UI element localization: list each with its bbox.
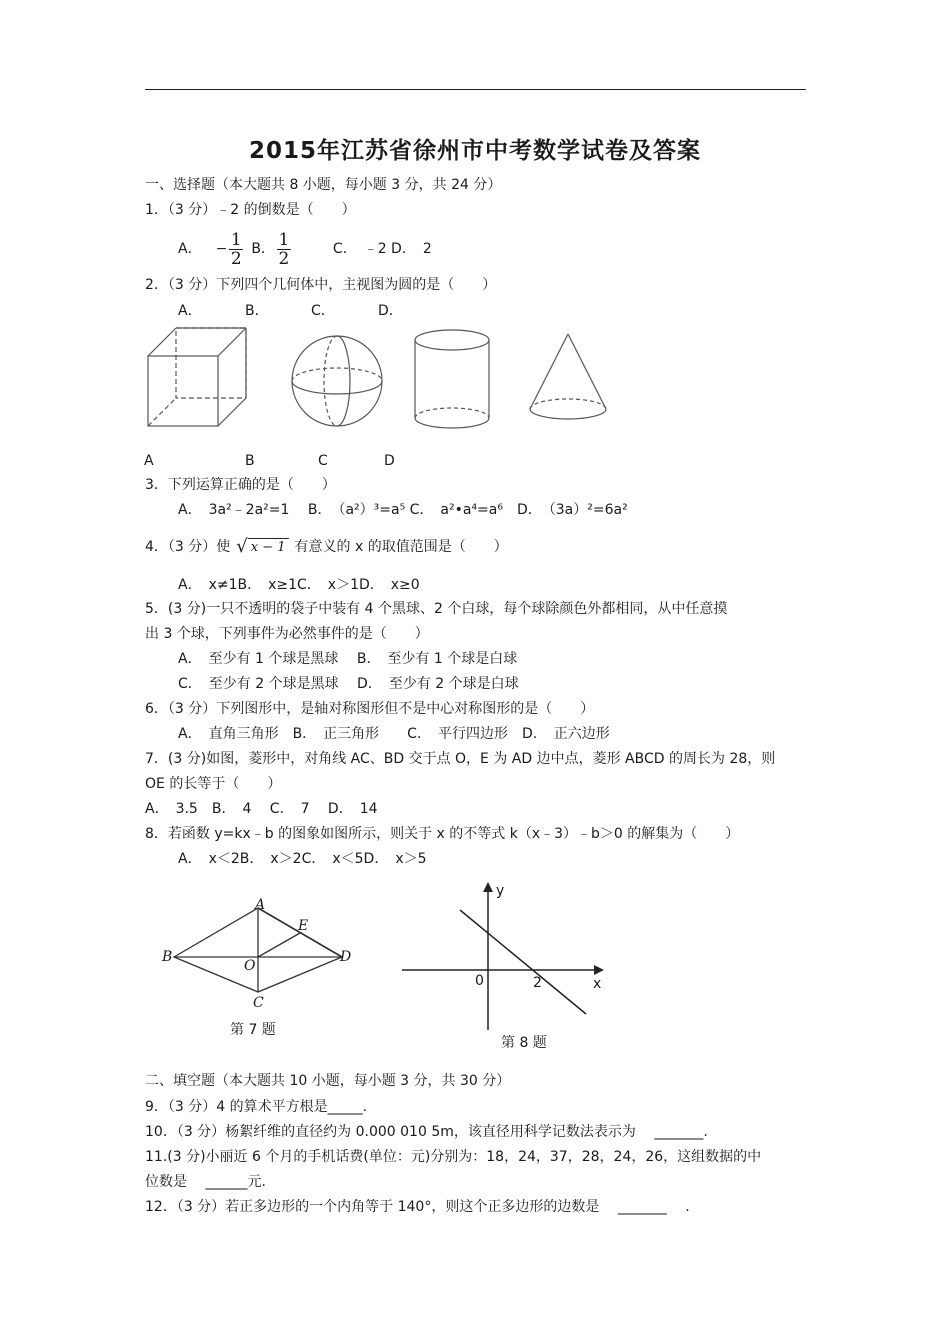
q4-radicand: x − 1 bbox=[248, 538, 289, 557]
q7-options: A． 3.5 B． 4 C． 7 D． 14 bbox=[145, 801, 378, 817]
q7-line2: OE 的长等于（ ） bbox=[145, 776, 282, 792]
q2-opt-d: D． bbox=[378, 303, 403, 319]
q7-label-d: D bbox=[340, 949, 352, 965]
q3-stem: 3．下列运算正确的是（ ） bbox=[145, 477, 336, 493]
q2-label-d: D bbox=[384, 453, 395, 469]
q3-options: A． 3a²﹣2a²=1 B． （a²）³=a⁵ C． a²•a⁴=a⁶ D． （3a）²=6a² bbox=[178, 502, 628, 518]
q1-frac-b-den: 2 bbox=[278, 248, 290, 269]
q2-label-b: B bbox=[245, 453, 255, 469]
page-title: 2015年江苏省徐州市中考数学试卷及答案 bbox=[248, 138, 701, 164]
q5-options-cd: C． 至少有 2 个球是黑球 D． 至少有 2 个球是白球 bbox=[178, 676, 519, 692]
q7-label-c: C bbox=[253, 995, 264, 1011]
q4-stem-after: 有意义的 x 的取值范围是（ ） bbox=[294, 539, 508, 555]
y-axis-arrow-icon bbox=[483, 882, 493, 892]
q1-opt-a-label: A． bbox=[178, 241, 202, 257]
top-rule bbox=[145, 89, 806, 90]
q6-options: A． 直角三角形 B． 正三角形 C． 平行四边形 D． 正六边形 bbox=[178, 726, 610, 742]
q7-line1: 7．(3 分)如图，菱形中，对角线 AC、BD 交于点 O，E 为 AD 边中点，菱形 ABCD 的周长为 28，则 bbox=[145, 751, 776, 767]
q11-line1: 11.(3 分)小丽近 6 个月的手机话费(单位：元)分别为：18，24，37，28，24，26，这组数据的中 bbox=[145, 1149, 762, 1165]
q4-options: A． x≠1B． x≥1C． x＞1D． x≥0 bbox=[178, 577, 420, 593]
q7-label-o: O bbox=[244, 958, 256, 974]
q2-opt-a: A． bbox=[178, 303, 202, 319]
q8-graph-figure bbox=[398, 880, 608, 1035]
cone-figure bbox=[530, 334, 606, 419]
q4-stem-before: 4．（3 分）使 bbox=[145, 539, 231, 555]
q1-frac-a-den: 2 bbox=[230, 248, 242, 269]
sqrt-symbol-icon: √ bbox=[236, 536, 248, 557]
q1-stem: 1．（3 分）﹣2 的倒数是（ ） bbox=[145, 202, 356, 218]
cylinder-figure bbox=[415, 330, 489, 428]
q12: 12．（3 分）若正多边形的一个内角等于 140°，则这个正多边形的边数是 _______ . bbox=[145, 1199, 690, 1215]
q5-line2: 出 3 个球，下列事件为必然事件的是（ ） bbox=[145, 626, 429, 642]
q8-tick-2-label: 2 bbox=[533, 975, 542, 991]
q8-stem: 8．若函数 y=kx﹣b 的图象如图所示，则关于 x 的不等式 k（x﹣3）﹣b＞0 的解集为（ ） bbox=[145, 826, 740, 842]
q5-line1: 5．(3 分)一只不透明的袋子中装有 4 个黑球、2 个白球，每个球除颜色外都相同，从中任意摸 bbox=[145, 601, 728, 617]
section-1-heading: 一、选择题（本大题共 8 小题，每小题 3 分，共 24 分） bbox=[145, 177, 502, 193]
q1-frac-b-num: 1 bbox=[278, 229, 290, 250]
q8-axis-x-label: x bbox=[593, 976, 602, 992]
q4-stem bbox=[145, 537, 508, 557]
q7-label-e: E bbox=[298, 918, 309, 934]
q5-options-ab: A． 至少有 1 个球是黑球 B． 至少有 1 个球是白球 bbox=[178, 651, 518, 667]
cube-figure bbox=[148, 328, 246, 426]
q2-label-c: C bbox=[318, 453, 328, 469]
q2-label-a: A bbox=[144, 453, 154, 469]
q9: 9．（3 分）4 的算术平方根是_____. bbox=[145, 1099, 368, 1115]
q7-caption: 第 7 题 bbox=[230, 1022, 276, 1038]
q1-opt-a-fraction bbox=[229, 231, 243, 268]
q1-opt-b-fraction bbox=[277, 231, 291, 268]
q8-axis-y-label: y bbox=[496, 883, 505, 899]
section-2-heading: 二、填空题（本大题共 10 小题，每小题 3 分，共 30 分） bbox=[145, 1073, 511, 1089]
q1-opt-b-label: B． bbox=[251, 241, 275, 257]
q11-line2: 位数是 ______元. bbox=[145, 1174, 266, 1190]
q1-options bbox=[178, 228, 432, 270]
sphere-figure bbox=[292, 336, 382, 426]
q2-solids-figure bbox=[140, 320, 620, 440]
q2-opt-c: C． bbox=[311, 303, 335, 319]
q4-sqrt bbox=[236, 537, 288, 557]
q1-opt-a-sign: − bbox=[215, 241, 228, 257]
q1-frac-a-num: 1 bbox=[230, 229, 242, 250]
q10: 10．（3 分）杨絮纤维的直径约为 0.000 010 5m，该直径用科学记数法表示为 _______. bbox=[145, 1124, 708, 1140]
x-axis-arrow-icon bbox=[594, 965, 604, 975]
q7-label-a: A bbox=[255, 897, 266, 913]
q8-origin-label: 0 bbox=[475, 973, 484, 989]
q6-stem: 6．（3 分）下列图形中，是轴对称图形但不是中心对称图形的是（ ） bbox=[145, 701, 595, 717]
q2-opt-b: B． bbox=[245, 303, 269, 319]
q8-caption: 第 8 题 bbox=[501, 1035, 547, 1051]
q7-label-b: B bbox=[162, 949, 173, 965]
q8-options: A． x＜2B． x＞2C． x＜5D． x＞5 bbox=[178, 851, 427, 867]
q2-stem: 2．（3 分）下列四个几何体中，主视图为圆的是（ ） bbox=[145, 277, 497, 293]
q1-opt-cd: C． ﹣2 D． 2 bbox=[332, 241, 432, 257]
